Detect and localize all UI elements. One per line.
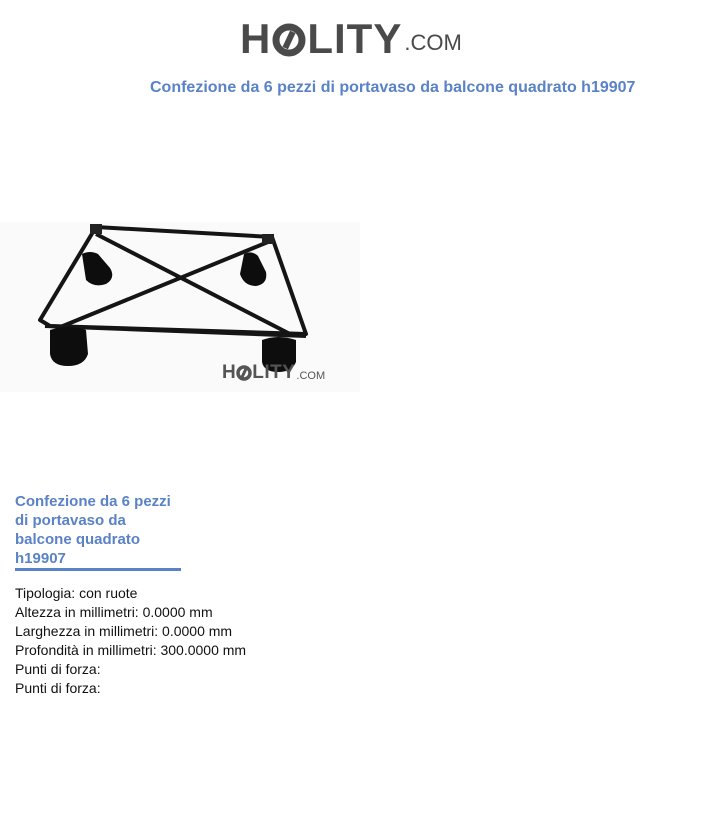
logo-text-start: H (240, 15, 272, 62)
watermark-suffix: .COM (296, 370, 326, 382)
product-title: Confezione da 6 pezzi di portavaso da balcone quadrato h19907 (15, 492, 181, 571)
image-watermark (222, 362, 325, 384)
logo-text-end: LITY (307, 15, 403, 62)
spec-height: Altezza in millimetri: 0.0000 mm (15, 604, 213, 620)
holity-logo (240, 12, 462, 60)
page-title: Confezione da 6 pezzi di portavaso da balcone quadrato h19907 (150, 79, 636, 96)
spec-strengths: Punti di forza: (15, 680, 101, 696)
spec-list (15, 584, 246, 698)
logo-ring-icon (272, 22, 306, 56)
watermark-text-start: H (222, 362, 237, 383)
watermark-ring-icon (236, 365, 252, 381)
spec-type: Tipologia: con ruote (15, 585, 138, 601)
logo-suffix: .COM (404, 30, 462, 55)
spec-depth: Profondità in millimetri: 300.0000 mm (15, 642, 247, 658)
watermark-text-end: LITY (252, 362, 296, 383)
spec-strengths: Punti di forza: (15, 661, 101, 677)
spec-width: Larghezza in millimetri: 0.0000 mm (15, 623, 233, 639)
